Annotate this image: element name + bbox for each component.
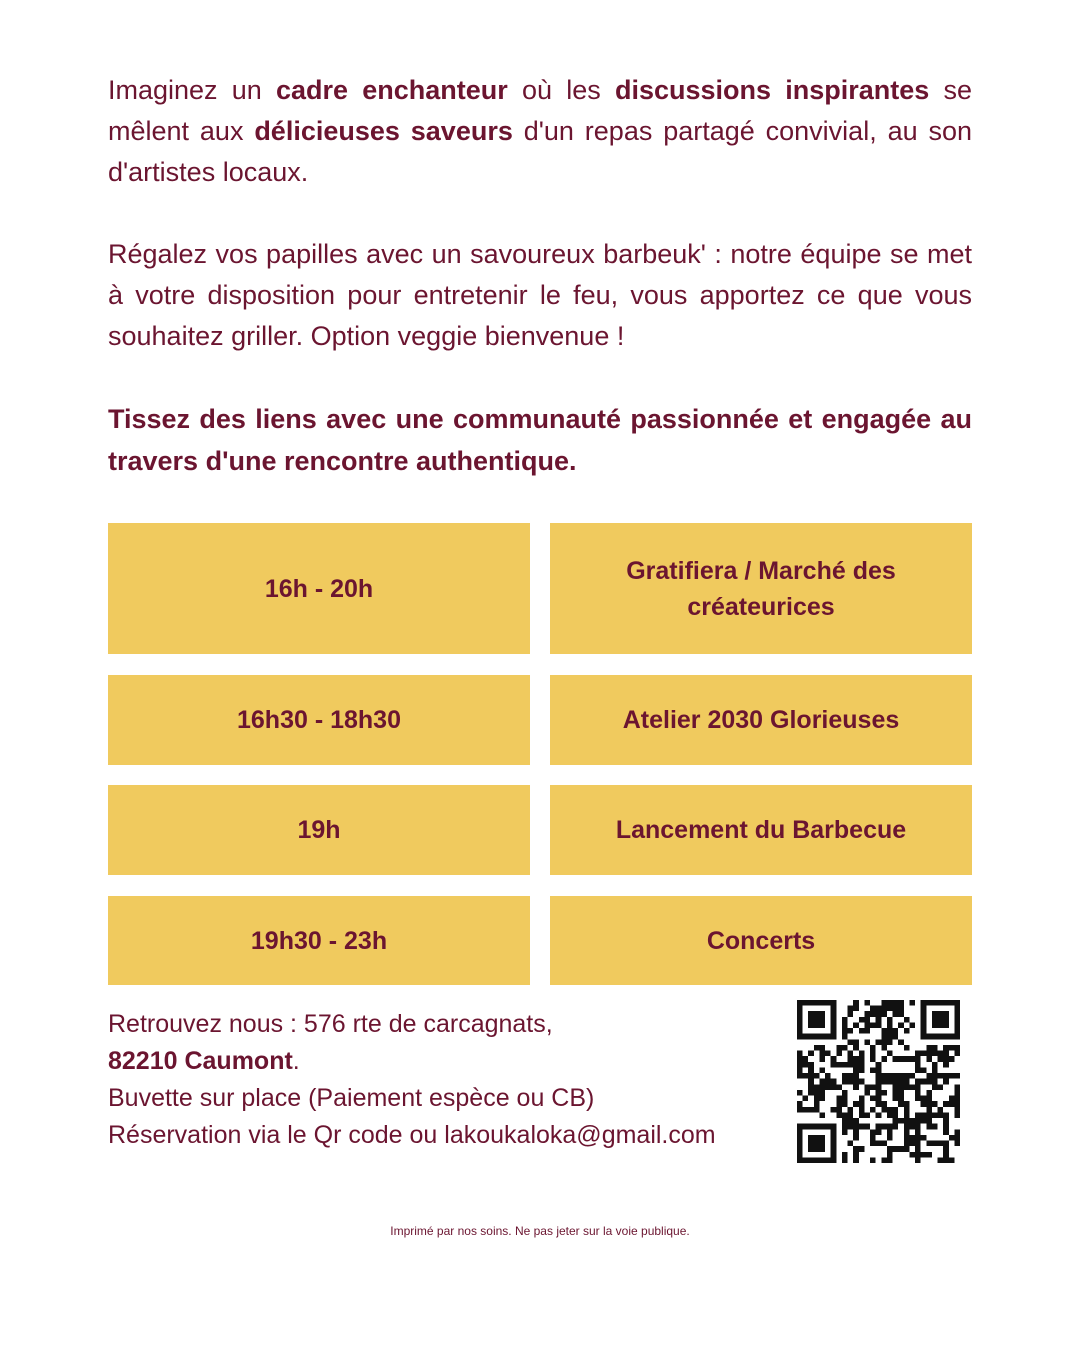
intro-paragraph-1 bbox=[108, 70, 972, 193]
intro-highlight: discussions inspirantes bbox=[614, 75, 930, 105]
city-line bbox=[108, 1043, 808, 1080]
footer-note: Imprimé par nos soins. Ne pas jeter sur la voie publique. bbox=[390, 1224, 690, 1238]
city-suffix: . bbox=[292, 1047, 300, 1075]
schedule-time-4: 19h30 - 23h bbox=[108, 896, 530, 985]
schedule-time-3: 19h bbox=[108, 785, 530, 875]
intro-text: Imaginez un bbox=[108, 75, 276, 105]
schedule-activity-1: Gratifiera / Marché des créateurices bbox=[550, 523, 972, 654]
city-name: 82210 Caumont bbox=[108, 1047, 293, 1075]
address-line: Retrouvez nous : 576 rte de carcagnats, bbox=[108, 1010, 553, 1038]
schedule-activity-2: Atelier 2030 Glorieuses bbox=[550, 675, 972, 765]
intro-text: où les bbox=[507, 75, 615, 105]
reservation-line: Réservation via le Qr code ou lakoukaloka@gmail.com bbox=[108, 1121, 716, 1149]
schedule-time-2: 16h30 - 18h30 bbox=[108, 675, 530, 765]
intro-highlight: cadre enchanteur bbox=[276, 75, 508, 105]
event-info bbox=[108, 1006, 808, 1154]
intro-paragraph-2: Régalez vos papilles avec un savoureux barbeuk' : notre équipe se met à votre disposition pour entretenir le feu, vous apportez ce que vous souhaitez griller. Option veggie bienvenue ! bbox=[108, 239, 972, 351]
schedule-activity-4: Concerts bbox=[550, 896, 972, 985]
intro-text: se mêlent aux bbox=[108, 75, 972, 146]
qr-code-icon[interactable] bbox=[797, 1000, 960, 1163]
schedule-time-1: 16h - 20h bbox=[108, 523, 530, 654]
schedule-activity-3: Lancement du Barbecue bbox=[550, 785, 972, 875]
intro-highlight: délicieuses saveurs bbox=[254, 116, 513, 146]
intro-paragraph-3: Tissez des liens avec une communauté passionnée et engagée au travers d'une rencontre authentique. bbox=[108, 404, 972, 476]
intro-text: d'un repas partagé convivial, au son d'artistes locaux. bbox=[108, 116, 973, 187]
buvette-line: Buvette sur place (Paiement espèce ou CB) bbox=[108, 1084, 595, 1112]
